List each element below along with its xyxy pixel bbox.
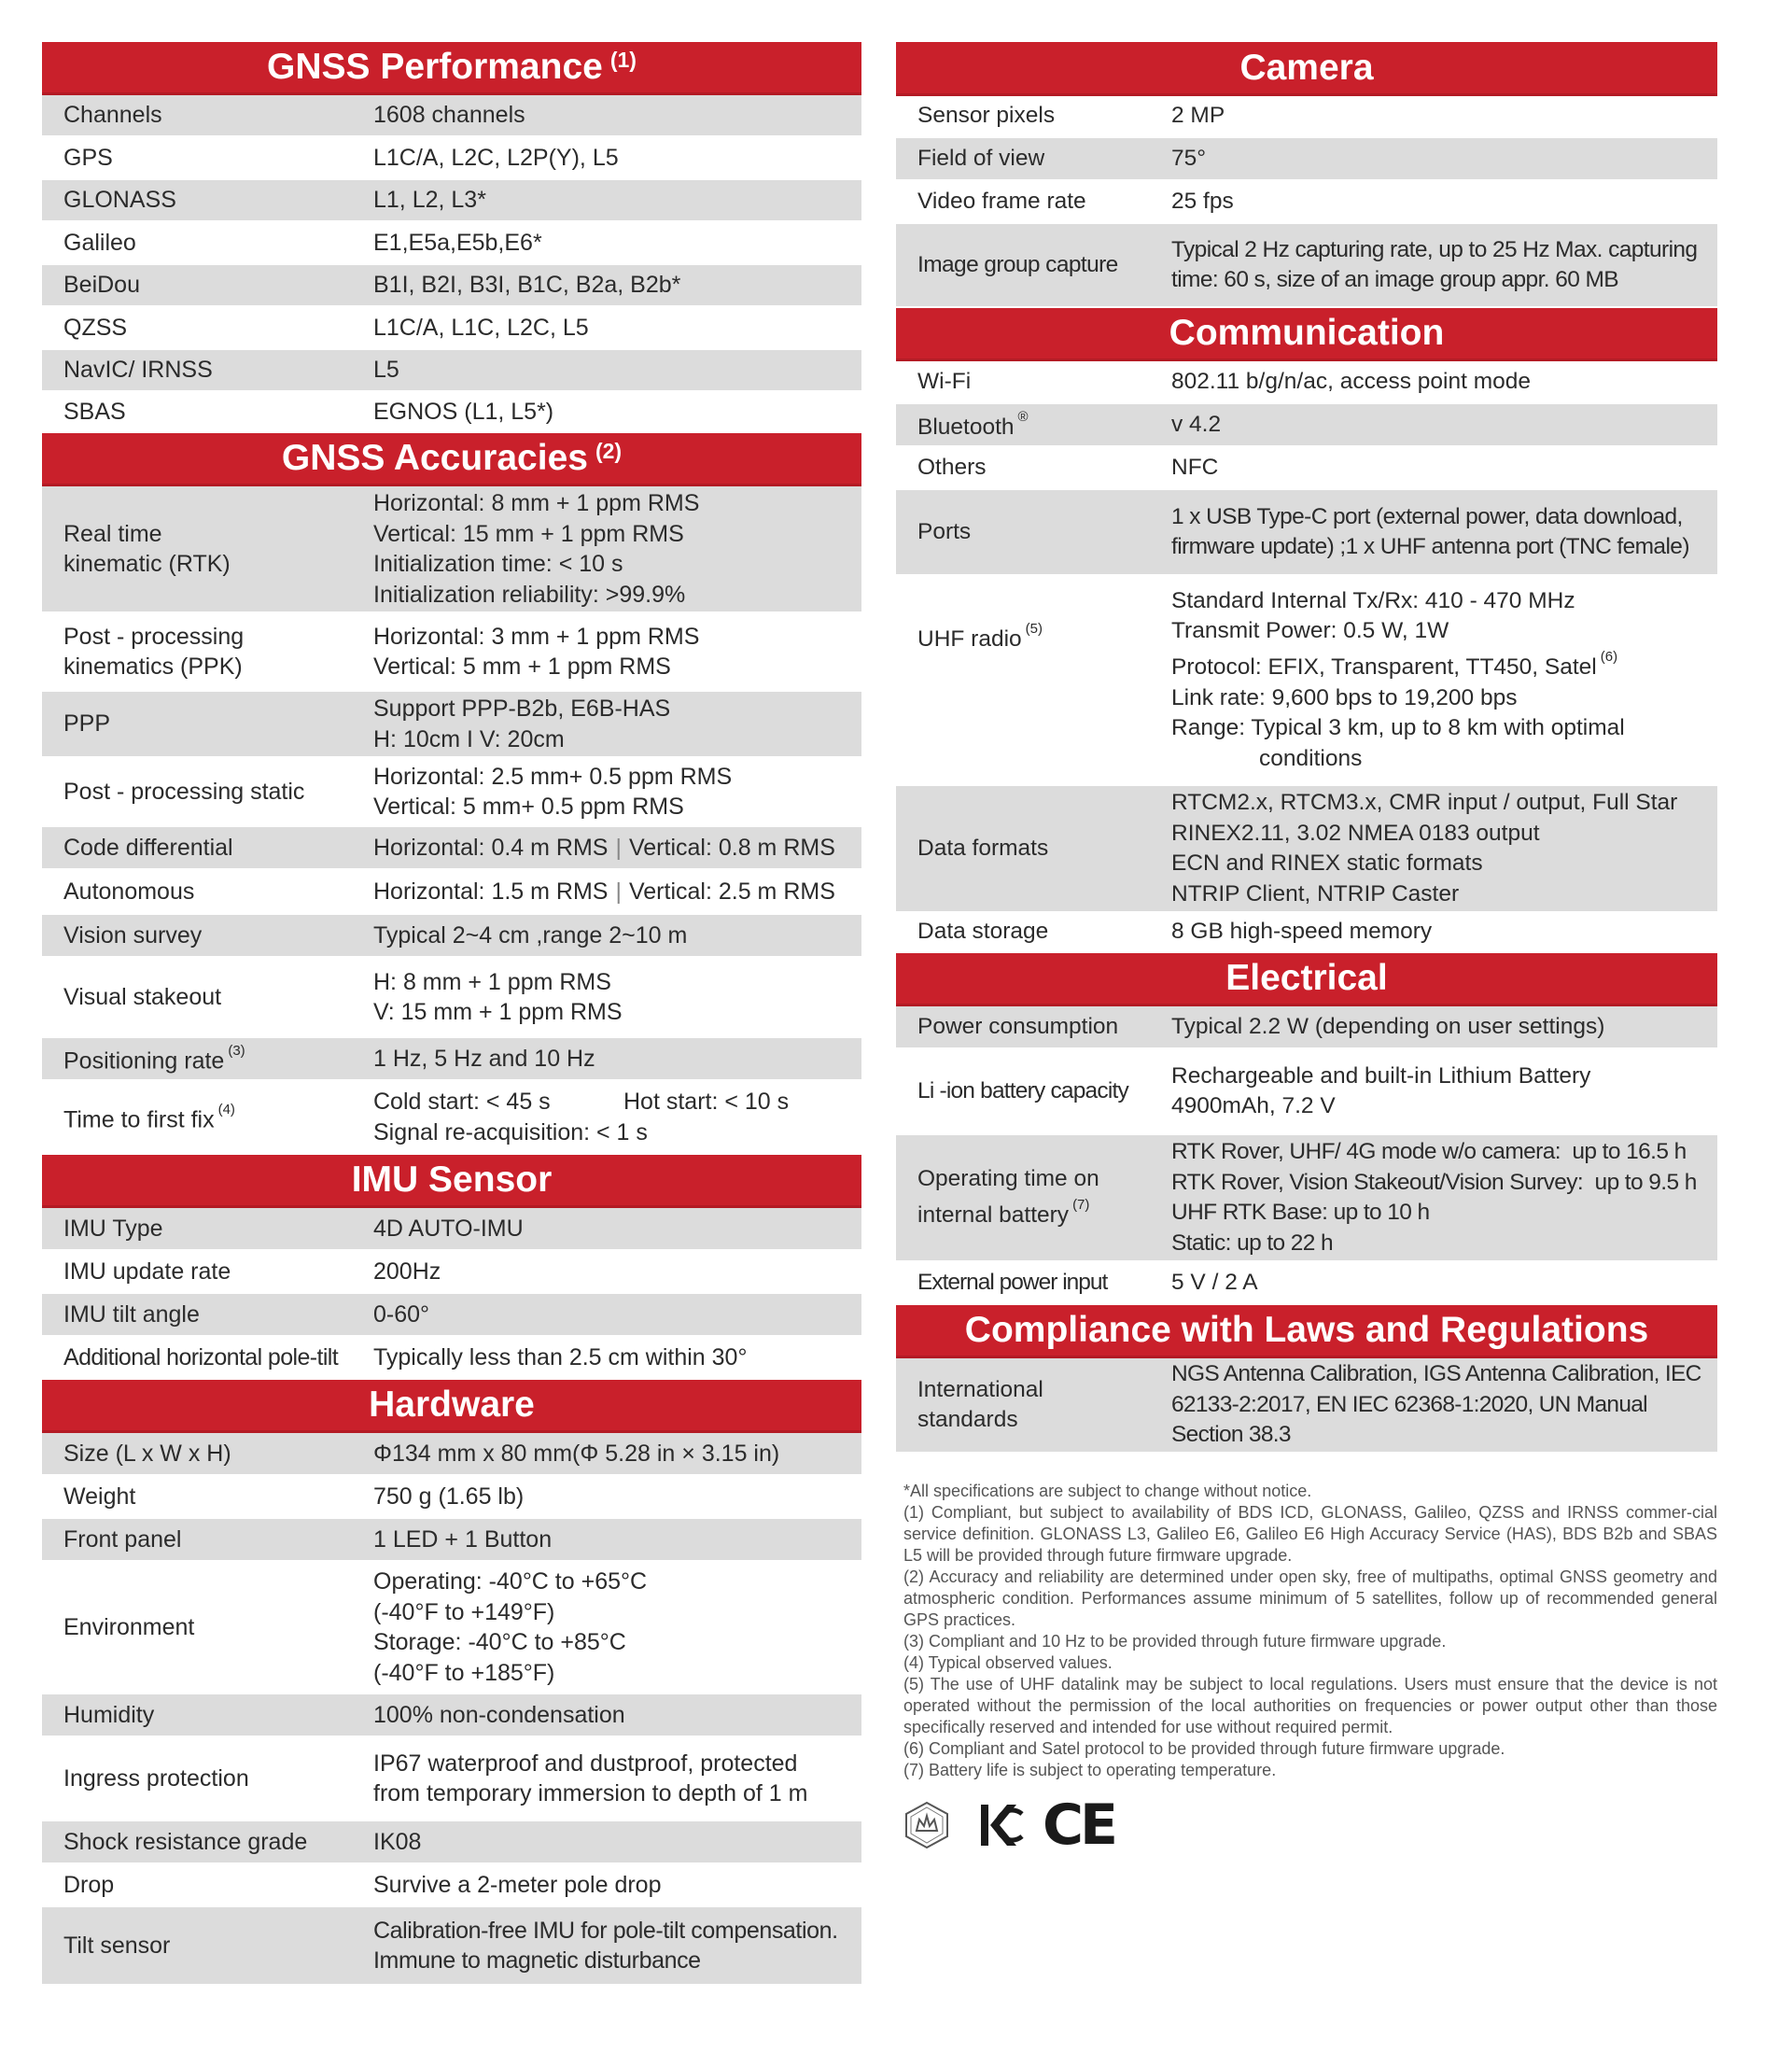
spec-label: Channels [63, 102, 162, 129]
spec-value: Rechargeable and built-in Lithium Battery 4900mAh, 7.2 V [1171, 1062, 1591, 1118]
spec-row-power-consumption [896, 1006, 1717, 1049]
spec-value: Horizontal: 1.5 m RMS | Vertical: 2.5 m RMS [373, 878, 835, 905]
spec-value: Support PPP-B2b, E6B-HAS H: 10cm I V: 20cm [373, 696, 671, 752]
spec-label: Front panel [63, 1525, 182, 1553]
spec-label: IMU tilt angle [63, 1300, 200, 1328]
section-header-compliance [896, 1305, 1717, 1358]
spec-row-ppp [42, 692, 861, 758]
spec-value: 0-60° [373, 1300, 430, 1328]
spec-row-visual-stakeout [42, 958, 861, 1038]
spec-value: Standard Internal Tx/Rx: 410 - 470 MHz Transmit Power: 0.5 W, 1W Protocol: EFIX, Transparent, TT450, Satel $^{(6)}$ Link rate: 9,600 bps to 19,200 bps Range: Typical 3 km, up to 8 km with optimal conditions [1171, 587, 1625, 771]
spec-row-pole-tilt [42, 1337, 861, 1380]
spec-value: 1 x USB Type-C port (external power, data download, firmware update) ;1 x UHF antenna port (TNC female) [1171, 503, 1689, 559]
section-header-communication [896, 308, 1717, 361]
spec-row-international-standards [896, 1358, 1717, 1454]
spec-label: NavIC/ IRNSS [63, 357, 213, 384]
section-title: IMU Sensor [351, 1160, 553, 1200]
footnote: (6) Compliant and Satel protocol to be provided through future firmware upgrade. [903, 1739, 1505, 1758]
spec-label: Li -ion battery capacity [917, 1077, 1128, 1103]
spec-value: Φ134 mm x 80 mm(Φ 5.28 in × 3.15 in) [373, 1440, 780, 1467]
section-header-gnss-accuracies [42, 433, 861, 486]
spec-value: Calibration-free IMU for pole-tilt compensation. Immune to magnetic disturbance [373, 1917, 838, 1974]
spec-label: UHF radio $^{(5)}$ [917, 621, 1043, 653]
spec-value: NFC [1171, 454, 1219, 480]
spec-label: IMU Type [63, 1215, 163, 1242]
spec-value: L1C/A, L2C, L2P(Y), L5 [373, 144, 619, 171]
spec-label: Galileo [63, 229, 136, 256]
spec-label: Humidity [63, 1701, 155, 1728]
section-title: GNSS Accuracies [281, 438, 588, 478]
spec-label: Others [917, 454, 987, 480]
spec-row-ports [896, 490, 1717, 576]
spec-value: E1,E5a,E5b,E6* [373, 229, 542, 256]
spec-row-bluetooth [896, 404, 1717, 447]
spec-row-wifi [896, 361, 1717, 404]
spec-value: Typical 2 Hz capturing rate, up to 25 Hz Max. capturing time: 60 s, size of an image group appr. 60 MB [1171, 236, 1698, 292]
spec-value: 5 V / 2 A [1171, 1269, 1258, 1295]
section-title: GNSS Performance [267, 47, 603, 87]
section-title: Camera [1239, 47, 1374, 88]
spec-label: Tilt sensor [63, 1932, 171, 1959]
spec-label: Image group capture [917, 251, 1118, 277]
spec-label: Vision survey [63, 921, 203, 949]
section-header-hardware [42, 1380, 861, 1433]
spec-row-time-to-first-fix [42, 1081, 861, 1155]
spec-value: Horizontal: 8 mm + 1 ppm RMS Vertical: 15 mm + 1 ppm RMS Initialization time: < 10 s Initialization reliability: >99.9% [373, 490, 700, 608]
section-header-camera [896, 42, 1717, 96]
spec-value: Horizontal: 2.5 mm+ 0.5 ppm RMS Vertical: 5 mm+ 0.5 ppm RMS [373, 763, 733, 820]
spec-label: BeiDou [63, 272, 140, 299]
spec-label: Data formats [917, 835, 1049, 861]
spec-row-sbas [42, 392, 861, 433]
spec-value: 750 g (1.65 lb) [373, 1483, 525, 1510]
footnote: (4) Typical observed values. [903, 1653, 1113, 1672]
spec-row-battery-capacity [896, 1049, 1717, 1135]
footnote: (5) The use of UHF datalink may be subject to local regulations. Users must ensure that the device is not operated without the permission of the local authorities on frequencies or power output other than those specifically reserved and intended for use without required permit. [903, 1675, 1717, 1736]
spec-value: 1 LED + 1 Button [373, 1525, 553, 1553]
section-header-gnss-performance [42, 42, 861, 95]
spec-label: Ports [917, 518, 972, 544]
spec-label: QZSS [63, 314, 128, 341]
spec-label: Size (L x W x H) [63, 1440, 231, 1467]
spec-row-navic [42, 350, 861, 392]
certification-logos [901, 1792, 1115, 1858]
spec-value: RTK Rover, UHF/ 4G mode w/o camera: up to 16.5 h RTK Rover, Vision Stakeout/Vision Survey: up to 9.5 h UHF RTK Base: up to 10 h Static: up to 22 h [1171, 1139, 1697, 1256]
spec-label: GPS [63, 144, 113, 171]
spec-label: Field of view [917, 145, 1045, 171]
spec-label: Environment [63, 1613, 195, 1640]
spec-row-autonomous [42, 870, 861, 915]
spec-row-external-power [896, 1262, 1717, 1305]
spec-value: Typical 2~4 cm ,range 2~10 m [373, 921, 688, 949]
spec-value: EGNOS (L1, L5*) [373, 398, 554, 425]
spec-value: Survive a 2-meter pole drop [373, 1871, 662, 1898]
spec-value: 2 MP [1171, 103, 1225, 129]
footnotes [903, 1481, 1717, 1781]
spec-label: Power consumption [917, 1013, 1119, 1039]
spec-label: Autonomous [63, 878, 195, 905]
spec-row-imu-type [42, 1208, 861, 1251]
spec-row-glonass [42, 180, 861, 222]
footnote: (7) Battery life is subject to operating temperature. [903, 1761, 1277, 1779]
spec-label: IMU update rate [63, 1258, 231, 1285]
footnote-ref: (1) [609, 47, 637, 72]
spec-label: International standards [917, 1376, 1043, 1432]
spec-value: 75° [1171, 145, 1207, 171]
spec-row-data-storage [896, 913, 1717, 953]
spec-value: Horizontal: 3 mm + 1 ppm RMS Vertical: 5 mm + 1 ppm RMS [373, 623, 700, 680]
section-title: Hardware [369, 1384, 535, 1425]
spec-label: Shock resistance grade [63, 1828, 308, 1855]
spec-value: Horizontal: 0.4 m RMS | Vertical: 0.8 m RMS [373, 834, 835, 861]
spec-row-post-processing-static [42, 758, 861, 827]
spec-label: Visual stakeout [63, 983, 222, 1010]
spec-row-image-group-capture [896, 224, 1717, 308]
spec-label: PPP [63, 710, 111, 738]
spec-value: Typical 2.2 W (depending on user settings) [1171, 1013, 1605, 1039]
spec-row-rtk [42, 486, 861, 613]
spec-label: Post - processing kinematics (PPK) [63, 623, 245, 680]
hexagon-crown-icon [901, 1799, 953, 1851]
spec-value: RTCM2.x, RTCM3.x, CMR input / output, Full Star RINEX2.11, 3.02 NMEA 0183 output ECN and RINEX static formats NTRIP Client, NTRIP Caster [1171, 790, 1678, 907]
spec-value: H: 8 mm + 1 ppm RMS V: 15 mm + 1 ppm RMS [373, 968, 623, 1025]
footnote: (3) Compliant and 10 Hz to be provided through future firmware upgrade. [903, 1632, 1447, 1651]
spec-row-environment [42, 1562, 861, 1694]
spec-row-weight [42, 1476, 861, 1519]
spec-value: 25 fps [1171, 188, 1234, 214]
spec-label: Additional horizontal pole-tilt [63, 1343, 339, 1370]
spec-row-operating-time [896, 1135, 1717, 1262]
spec-row-size [42, 1433, 861, 1476]
spec-label: Video frame rate [917, 188, 1086, 214]
spec-row-qzss [42, 307, 861, 350]
spec-value: 200Hz [373, 1258, 441, 1285]
section-header-electrical [896, 953, 1717, 1006]
spec-row-beidou [42, 265, 861, 307]
spec-value: IP67 waterproof and dustproof, protected from temporary immersion to depth of 1 m [373, 1750, 808, 1806]
spec-value: Typically less than 2.5 cm within 30° [373, 1343, 748, 1370]
spec-row-field-of-view [896, 138, 1717, 181]
ce-mark-icon: CE [1043, 1792, 1115, 1858]
spec-label: Code differential [63, 834, 233, 861]
spec-label: Real time kinematic (RTK) [63, 520, 231, 577]
spec-row-front-panel [42, 1519, 861, 1562]
spec-label: Wi-Fi [917, 368, 972, 394]
section-title: Electrical [1225, 958, 1388, 998]
spec-label: Weight [63, 1483, 136, 1510]
footnote: (2) Accuracy and reliability are determined under open sky, free of multipaths, optimal GNSS geometry and atmospheric condition. Performances assume minimum of 5 satellites, follow up of recommended general GPS practices. [903, 1567, 1717, 1629]
spec-row-others [896, 447, 1717, 490]
spec-label: Data storage [917, 919, 1049, 945]
spec-value: v 4.2 [1171, 411, 1222, 437]
spec-label: Drop [63, 1871, 115, 1898]
spec-label: Time to first fix $^{(4)}$ [63, 1101, 235, 1132]
spec-value: B1I, B2I, B3I, B1C, B2a, B2b* [373, 272, 681, 299]
spec-value: 8 GB high-speed memory [1171, 919, 1433, 945]
spec-label: Post - processing static [63, 778, 305, 805]
spec-value: 4D AUTO-IMU [373, 1215, 524, 1242]
spec-row-imu-tilt-angle [42, 1294, 861, 1337]
spec-row-tilt-sensor [42, 1907, 861, 1986]
spec-label: External power input [917, 1269, 1108, 1295]
spec-value: 1608 channels [373, 102, 525, 129]
spec-row-video-frame-rate [896, 181, 1717, 224]
spec-row-imu-update-rate [42, 1251, 861, 1294]
spec-row-channels [42, 95, 861, 137]
spec-label: Sensor pixels [917, 103, 1056, 129]
spec-row-data-formats [896, 786, 1717, 913]
spec-value: L1, L2, L3* [373, 187, 486, 214]
right-column [896, 42, 1717, 1454]
spec-row-drop [42, 1864, 861, 1907]
spec-value: 100% non-condensation [373, 1701, 625, 1728]
section-title: Compliance with Laws and Regulations [964, 1310, 1649, 1350]
spec-row-shock-resistance [42, 1821, 861, 1864]
section-header-imu-sensor [42, 1155, 861, 1208]
spec-row-vision-survey [42, 915, 861, 958]
footnote-ref: (2) [595, 438, 623, 463]
spec-row-uhf-radio [896, 576, 1717, 786]
section-title: Communication [1169, 313, 1445, 353]
footnote: *All specifications are subject to change without notice. [903, 1482, 1312, 1500]
spec-value: NGS Antenna Calibration, IGS Antenna Calibration, IEC 62133-2:2017, EN IEC 62368-1:2020, UN Manual Section 38.3 [1171, 1361, 1701, 1448]
spec-row-sensor-pixels [896, 96, 1717, 138]
spec-row-code-differential [42, 827, 861, 870]
spec-value: 802.11 b/g/n/ac, access point mode [1171, 368, 1531, 394]
spec-value: IK08 [373, 1828, 422, 1855]
spec-value: 1 Hz, 5 Hz and 10 Hz [373, 1045, 595, 1072]
spec-value: Cold start: < 45 s Hot start: < 10 s Signal re-acquisition: < 1 s [373, 1089, 790, 1145]
spec-label: Bluetooth ® [917, 408, 1029, 440]
spec-value: L1C/A, L1C, L2C, L5 [373, 314, 589, 341]
spec-row-humidity [42, 1694, 861, 1737]
spec-row-galileo [42, 222, 861, 265]
spec-label: Operating time on internal battery $^{(7)}$ [917, 1166, 1099, 1229]
spec-label: GLONASS [63, 187, 176, 214]
spec-label: SBAS [63, 398, 126, 425]
spec-value: Operating: -40°C to +65°C (-40°F to +149°F) Storage: -40°C to +85°C (-40°F to +185°F) [373, 1568, 648, 1686]
spec-label: Positioning rate $^{(3)}$ [63, 1043, 245, 1075]
spec-value: L5 [373, 357, 399, 384]
spec-row-positioning-rate [42, 1038, 861, 1081]
footnote: (1) Compliant, but subject to availability of BDS ICD, GLONASS, Galileo, QZSS and IRNSS commer-cial service definition. GLONASS L3, Galileo E6, Galileo E6 High Accuracy Service (HAS), BDS B2b and SBAS L5 will be provided through future firmware upgrade. [903, 1503, 1717, 1565]
kc-mark-icon [979, 1799, 1024, 1851]
spec-row-gps [42, 137, 861, 180]
spec-row-ppk [42, 613, 861, 692]
spec-label: Ingress protection [63, 1764, 249, 1792]
left-column [42, 42, 861, 1986]
spec-row-ingress-protection [42, 1737, 861, 1821]
